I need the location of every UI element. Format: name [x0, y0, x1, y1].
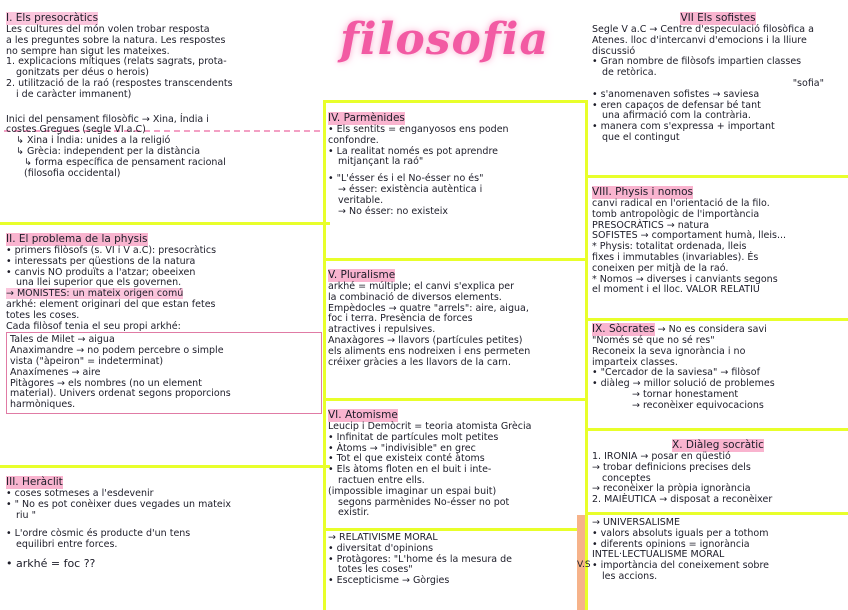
arkhe-box	[6, 332, 322, 414]
section-heading: II. El problema de la physis	[6, 233, 148, 245]
text-line: ↳ forma específica de pensament racional	[24, 156, 226, 168]
text-line: el moment i el lloc. VALOR RELATIU	[592, 284, 760, 296]
divider	[0, 465, 330, 468]
text-line: de retòrica.	[602, 67, 657, 79]
section-universalisme	[592, 518, 844, 608]
text-line: Reconeix la seva ignorància i no	[592, 345, 746, 357]
text-line: • La realitat només es pot aprendre	[328, 145, 498, 157]
section-parmenides	[328, 106, 583, 256]
monistes-highlight: → MONISTES: un mateix origen comú	[6, 288, 184, 300]
divider	[585, 428, 848, 431]
text-line: foc i terra. Presència de forces	[328, 313, 473, 325]
section-atomisme	[328, 403, 583, 526]
divider	[585, 318, 848, 321]
text-line: material). Univers ordenat segons proporcions	[10, 388, 231, 400]
section-physis-nomos	[592, 180, 844, 316]
text-line: no sempre han sigut les mateixes.	[6, 45, 170, 57]
text-line: Empèdocles → quatre "arrels": aire, aigua,	[328, 302, 529, 314]
section-relativisme	[328, 533, 583, 609]
text-line: (impossible imaginar un espai buit)	[328, 485, 497, 497]
text-line: • " No es pot conèixer dues vegades un mateix	[6, 498, 231, 510]
text-line: • "L'ésser és i el No-ésser no és"	[328, 173, 484, 185]
divider	[323, 258, 588, 261]
text-line: 2. utilització de la raó (respostes transcendents	[6, 77, 233, 89]
text-line: • eren capaços de defensar bé tant	[592, 99, 761, 111]
divider	[323, 528, 588, 531]
text-line: la combinació de diversos elements.	[328, 291, 502, 303]
text-line: → UNIVERSALISME	[592, 518, 680, 528]
text-line: • canvis NO produïts a l'atzar; obeeixen	[6, 266, 196, 278]
text-line: → trobar definicions precises dels	[592, 461, 751, 473]
divider	[0, 222, 330, 225]
text-line: ↳ Grècia: independent per la distància	[16, 145, 201, 157]
text-line: INTEL·LECTUALISME MORAL	[592, 549, 725, 561]
text-line: • arkhé = foc ??	[6, 556, 96, 570]
text-line: • primers filòsofs (s. VI i V a.C): presocràtics	[6, 245, 217, 256]
text-line: arkhé: element originari del que estan fetes	[6, 298, 216, 310]
text-line: tomb antropològic de l'importància	[592, 208, 760, 220]
text-line: harmòniques.	[10, 399, 76, 411]
text-line: Tales de Milet → aigua	[10, 334, 115, 346]
text-line: → No ésser: no existeix	[338, 205, 449, 217]
text-line: (filosofia occidental)	[24, 167, 121, 179]
section-dialeg	[592, 433, 844, 511]
text-line: → reconèixer equivocacions	[632, 399, 764, 411]
text-line: costes Gregues (segle VI a.C)	[6, 124, 146, 136]
text-line: i de caràcter immanent)	[16, 88, 132, 100]
section-heading: IX. Sòcrates	[592, 323, 655, 335]
text-line: 1. IRONIA → posar en qüestió	[592, 451, 731, 462]
text-line: una afirmació com la contrària.	[602, 110, 751, 122]
text-line: • s'anomenaven sofistes → saviesa	[592, 88, 760, 100]
section-heading: X. Diàleg socràtic	[672, 439, 764, 451]
text-line: Inici del pensament filosòfic → Xina, Índia i	[6, 113, 209, 125]
text-line: • Infinitat de partícules molt petites	[328, 431, 499, 443]
text-line: • Gran nombre de filòsofs impartien classes	[592, 56, 802, 68]
text-line: → RELATIVISME MORAL	[328, 533, 438, 543]
text-line: una llei superior que els governen.	[16, 277, 182, 289]
heading-note: → No es considera savi	[657, 324, 767, 335]
text-line: Pitàgores → els nombres (no un element	[10, 377, 202, 389]
text-line: • L'ordre còsmic és producte d'un tens	[6, 528, 191, 540]
text-line: • Els sentits = enganyosos ens poden	[328, 124, 509, 135]
side-tab-label: V.S	[577, 560, 591, 570]
text-line: a les preguntes sobre la natura. Les respostes	[6, 34, 226, 46]
section-heading: VI. Atomisme	[328, 409, 398, 421]
text-line: fixes i immutables (invariables). És	[592, 251, 759, 263]
section-heading: III. Heràclit	[6, 476, 63, 488]
section-heading: VIII. Physis i nomos	[592, 186, 694, 198]
text-line: • Els àtoms floten en el buit i inte-	[328, 464, 492, 476]
text-line: • Àtoms → "indivisible" en grec	[328, 442, 476, 454]
text-line: Cada filòsof tenia el seu propi arkhé:	[6, 320, 181, 332]
text-line: Anaximandre → no podem percebre o simple	[10, 345, 224, 357]
text-line: ractuen entre ells.	[338, 474, 425, 486]
text-line: equilibri entre forces.	[16, 539, 118, 551]
text-line: Anaxímenes → aire	[10, 366, 101, 378]
section-sofistes	[592, 6, 844, 173]
text-line: gonitzats per déus o herois)	[16, 67, 149, 79]
text-line: • importància del coneixement sobre	[592, 560, 769, 572]
text-line: mitjançant la raó"	[338, 156, 424, 168]
text-line: totes les coses"	[338, 564, 413, 576]
text-line: → ésser: existència autèntica i	[338, 183, 483, 195]
text-line: conceptes	[602, 472, 651, 484]
text-line: → reconèixer la pròpia ignorància	[592, 483, 751, 495]
text-line: • manera com s'expressa + important	[592, 121, 775, 133]
text-line: 1. explicacions mítiques (relats sagrats, prota-	[6, 56, 227, 68]
section-heraclit	[6, 470, 322, 608]
text-line: • coses sotmeses a l'esdevenir	[6, 488, 154, 499]
text-line: Anaxàgores → llavors (partícules petites)	[328, 334, 523, 346]
text-line: • diàleg → millor solució de problemes	[592, 378, 775, 390]
text-line: vista ("àpeiron" = indeterminat)	[10, 355, 164, 367]
text-line: Segle V a.C → Centre d'especulació filosòfica a	[592, 24, 814, 35]
section-socrates	[592, 323, 844, 426]
text-line: SOFISTES → comportament humà, lleis...	[592, 230, 787, 242]
text-line: totes les coses.	[6, 309, 80, 321]
page-title: filosofia	[340, 14, 549, 65]
text-line: coneixen per mitjà de la raó.	[592, 262, 729, 274]
text-line: atractives i repulsives.	[328, 324, 436, 336]
text-line: * Nomos → diverses i canviants segons	[592, 273, 778, 285]
text-line: confondre.	[328, 134, 379, 146]
text-line: • "Cercador de la saviesa" → filòsof	[592, 367, 760, 379]
divider	[323, 398, 588, 401]
text-line: les accions.	[602, 570, 658, 582]
text-line: existir.	[338, 507, 370, 519]
text-line: segons parmènides No-ésser no pot	[338, 496, 510, 508]
text-line: • Protàgores: "L'home és la mesura de	[328, 553, 513, 565]
text-line: riu "	[16, 509, 36, 521]
section-heading: IV. Parmènides	[328, 112, 405, 124]
section-heading: VII Els sofistes	[680, 12, 756, 24]
text-line: • interessats per qüestions de la natura	[6, 255, 196, 267]
text-line: imparteix classes.	[592, 356, 678, 368]
section-pluralisme	[328, 263, 583, 396]
section-heading: I. Els presocràtics	[6, 12, 99, 24]
divider	[585, 512, 848, 515]
text-line: créixer gràcies a les llavors de la carn.	[328, 356, 511, 368]
text-line: • diversitat d'opinions	[328, 542, 434, 554]
text-line: que el contingut	[602, 131, 680, 143]
text-line: veritable.	[338, 194, 384, 206]
section-physis	[6, 227, 322, 463]
section-heading: V. Pluralisme	[328, 269, 396, 281]
text-line: * Physis: totalitat ordenada, lleis	[592, 241, 747, 253]
text-line: arkhé = múltiple; el canvi s'explica per	[328, 281, 514, 292]
section-presocratics	[6, 6, 322, 220]
text-line: 2. MAIÈUTICA → disposat a reconèixer	[592, 494, 773, 506]
text-line: • Escepticisme → Gòrgies	[328, 575, 450, 587]
text-line: → tornar honestament	[632, 388, 739, 400]
text-line: • Tot el que existeix conté àtoms	[328, 453, 485, 465]
divider	[323, 100, 326, 610]
text-line: Les cultures del món volen trobar resposta	[6, 24, 210, 35]
text-line: Atenes. lloc d'intercanvi d'emocions i la lliure	[592, 34, 807, 46]
text-line: canvi radical en l'orientació de la filo.	[592, 198, 770, 209]
text-line: discussió	[592, 45, 636, 57]
text-line: els aliments ens nodreixen i ens permeten	[328, 345, 531, 357]
text-line: Leucip i Demòcrit = teoria atomista Grècia	[328, 421, 532, 432]
text-line: • valors absoluts iguals per a tothom	[592, 527, 769, 539]
text-line: ↳ Xina i Índia: unides a la religió	[16, 135, 171, 147]
divider	[585, 175, 848, 178]
text-line: "sofia"	[792, 77, 824, 89]
text-line: "Només sé que no sé res"	[592, 335, 715, 346]
divider	[323, 100, 588, 103]
text-line: PRESOCRÀTICS → natura	[592, 219, 710, 231]
text-line: • diferents opinions = ignorància	[592, 538, 750, 550]
